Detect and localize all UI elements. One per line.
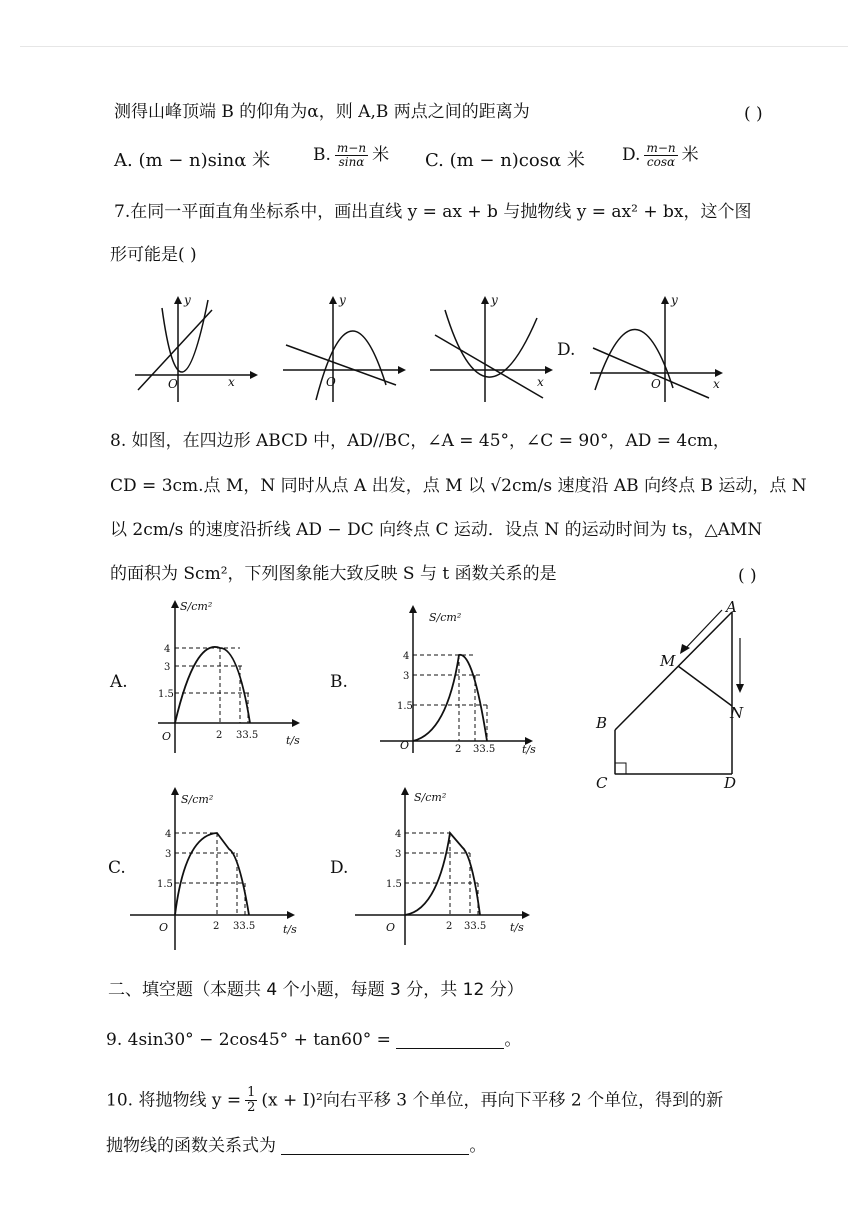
q7-graph-b [278,290,408,405]
svg-text:O: O [386,921,396,934]
q8-option-a-label: A. [110,672,128,692]
svg-text:N: N [730,704,744,722]
svg-text:B: B [596,714,608,732]
q7b-y-label: y [339,293,346,307]
svg-text:4: 4 [395,829,402,840]
svg-text:3: 3 [403,671,410,682]
svg-text:3: 3 [395,849,402,860]
svg-text:1.5: 1.5 [397,701,413,712]
svg-text:3: 3 [164,662,171,673]
q8-line-1: 8. 如图，在四边形 ABCD 中，AD//BC，∠A = 45°，∠C = 90°，AD = 4cm， [110,431,730,451]
svg-text:2: 2 [216,730,223,741]
q10-line-2: 抛物线的函数关系式为 。 [106,1136,487,1156]
svg-text:t/s: t/s [286,734,300,747]
q7a-y-label: y [184,293,191,307]
q7c-y-label: y [491,293,498,307]
q7-graph-a [130,290,260,405]
q6-option-a: A. (m − n)sinα 米 [114,150,271,171]
q6-option-b-fraction: $\frac{m-n}{\sin\alpha}$ [336,141,367,170]
q9-text: 9. 4sin30° − 2cos45° + tan60° = [106,1030,391,1050]
svg-text:S/cm²: S/cm² [414,791,447,804]
svg-text:1.5: 1.5 [157,879,173,890]
svg-text:S/cm²: S/cm² [180,600,213,613]
svg-text:t/s: t/s [510,921,524,934]
q8-answer-paren: ( ) [738,566,757,586]
svg-text:D: D [724,774,737,792]
section-2-title: 二、填空题（本题共 4 个小题，每题 3 分，共 12 分） [108,980,524,1000]
q7b-origin: O [326,375,336,389]
q7-graph-d-label: D. [557,340,576,360]
svg-text:4: 4 [403,651,410,662]
svg-text:S/cm²: S/cm² [429,611,462,624]
q6-option-b-label: B. [313,145,331,166]
q6-option-d-fraction: $\frac{m-n}{\cos\alpha}$ [646,141,676,170]
q8-line-4: 的面积为 Scm²，下列图象能大致反映 S 与 t 函数关系的是 [110,564,557,584]
svg-text:1.5: 1.5 [386,879,402,890]
svg-text:t/s: t/s [522,743,536,756]
q7-graph-d [585,290,725,405]
q6-stem: 测得山峰顶端 B 的仰角为α，则 A,B 两点之间的距离为 [114,102,530,122]
svg-text:2: 2 [213,921,220,932]
svg-text:4: 4 [164,644,171,655]
svg-text:t/s: t/s [283,923,297,936]
svg-text:2: 2 [446,921,453,932]
q7-graph-c [425,290,555,405]
svg-text:O: O [162,730,172,743]
q10-pre: 10. 将抛物线 y = [106,1090,242,1111]
q6-option-d-label: D. [622,145,641,166]
svg-text:1.5: 1.5 [158,689,174,700]
q7a-origin: O [168,377,178,391]
svg-text:33.5: 33.5 [236,730,259,741]
q8-graph-c [125,785,300,950]
svg-text:O: O [159,921,169,934]
q10-fraction: $\frac{1}{2}$ [247,1085,256,1116]
svg-text:S/cm²: S/cm² [181,793,214,806]
q8-graph-d [350,785,540,950]
q7a-x-label: x [228,375,235,389]
svg-text:33.5: 33.5 [233,921,256,932]
q9-answer-blank[interactable] [396,1034,504,1049]
q7c-x-label: x [537,375,544,389]
svg-text:4: 4 [165,829,172,840]
svg-text:M: M [660,652,676,670]
svg-text:2: 2 [455,744,462,755]
q10-answer-blank[interactable] [281,1140,469,1155]
svg-text:A: A [726,598,737,616]
q8-option-c-label: C. [108,858,126,878]
q7-line-2: 形可能是( ) [110,245,197,265]
svg-text:33.5: 33.5 [464,921,487,932]
q8-graph-a [150,598,310,758]
q8-line-2: CD = 3cm.点 M，N 同时从点 A 出发，点 M 以 √2cm/s 速度沿 AB 向终点 B 运动，点 N [110,476,807,496]
q10-line-1 [106,1086,723,1116]
q7d-origin: O [651,377,661,391]
q8-option-d-label: D. [330,858,349,878]
q8-option-b-label: B. [330,672,348,692]
q6-option-d: D. $\frac{m-n}{\cos\alpha}$ 米 [622,141,699,170]
q8-graph-b [375,603,540,756]
q7d-y-label: y [671,293,678,307]
q10-line-2-text: 抛物线的函数关系式为 [106,1136,276,1156]
top-divider [20,46,848,47]
svg-text:3: 3 [165,849,172,860]
q7d-x-label: x [713,377,720,391]
q6-option-c: C. (m − n)cosα 米 [425,150,585,171]
svg-text:33.5: 33.5 [473,744,496,755]
q6-option-b: B. $\frac{m-n}{\sin\alpha}$ 米 [313,141,390,170]
q9: 9. 4sin30° − 2cos45° + tan60° = 。 [106,1030,522,1050]
svg-text:O: O [400,739,410,752]
q6-answer-paren: ( ) [744,104,763,124]
q8-quadrilateral-figure [590,598,760,793]
svg-text:C: C [596,774,608,792]
q8-line-3: 以 2cm/s 的速度沿折线 AD − DC 向终点 C 运动．设点 N 的运动时间为 ts，△AMN [110,520,763,540]
q10-post: (x + I)²向右平移 3 个单位，再向下平移 2 个单位，得到的新 [261,1090,724,1111]
q7-line-1: 7.在同一平面直角坐标系中，画出直线 y = ax + b 与抛物线 y = ax² + bx，这个图 [114,202,752,222]
